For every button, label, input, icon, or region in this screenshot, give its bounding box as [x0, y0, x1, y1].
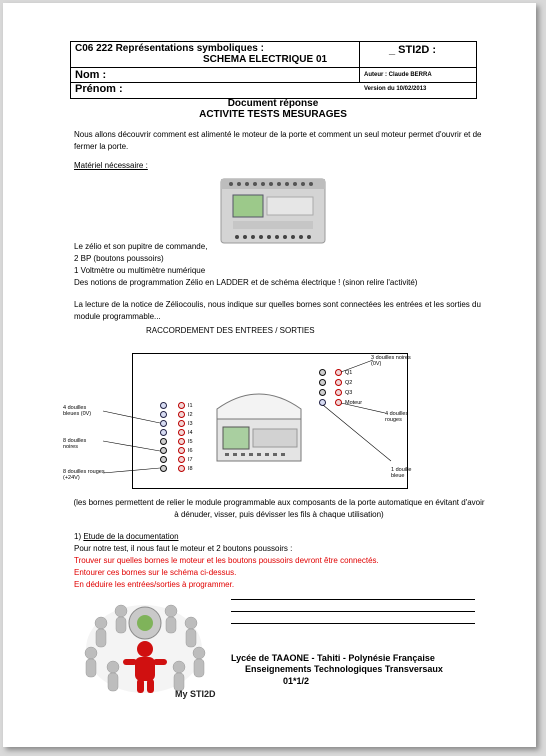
input-label-i3: I3 [188, 421, 193, 427]
callout-black: 8 douilles noires [63, 438, 87, 450]
footer-page: 01*1/2 [283, 676, 310, 686]
output-label-moteur: Moteur [345, 400, 363, 406]
list-item: 2 BP (boutons poussoirs) [74, 254, 164, 263]
etude-line: Pour notre test, il nous faut le moteur et 2 boutons poussoirs : [74, 544, 293, 553]
answer-line[interactable] [231, 611, 475, 612]
callout-blue: 4 douilles bleues (0V) [63, 405, 92, 417]
output-label-q1: Q1 [345, 370, 353, 376]
logo-text: My STI2D [175, 689, 216, 699]
doc-title: Document réponse [227, 98, 319, 109]
class-label: _ STI2D : [389, 44, 437, 56]
callout-outputs-black: 3 douilles noires (0V) [371, 355, 411, 367]
answer-line[interactable] [231, 599, 475, 600]
input-label-i5: I5 [188, 439, 193, 445]
note-paragraph: (les bornes permettent de relier le module programmable aux composants de la porte automatique en évitant d'avoir à dénuder, visser, puis dévisser les fils à chaque utilisation) [73, 498, 485, 519]
question-2: Entourer ces bornes sur le schéma ci-dessus. [74, 568, 237, 577]
footer-school: Lycée de TAAONE - Tahiti - Polynésie Française [231, 653, 435, 663]
wiring-diagram [63, 343, 483, 493]
input-label-i1: I1 [188, 403, 193, 409]
callout-outputs-blue: 1 douille bleue [391, 467, 412, 479]
version-label: Version du 10/02/2013 [364, 86, 427, 92]
footer-department: Enseignements Technologiques Transversaux [245, 664, 443, 674]
doc-subtitle: ACTIVITE TESTS MESURAGES [199, 109, 347, 120]
output-label-q3: Q3 [345, 390, 353, 396]
input-label-i6: I6 [188, 448, 193, 454]
input-label-i7: I7 [188, 457, 193, 463]
callout-red-inputs: 8 douilles rouges (+24V) [63, 469, 105, 481]
diagram-caption: RACCORDEMENT DES ENTREES / SORTIES [146, 326, 315, 335]
output-label-q2: Q2 [345, 380, 353, 386]
course-title: C06 222 Représentations symboliques : [75, 43, 264, 54]
author-label: Auteur : Claude BERRA [364, 72, 432, 78]
etude-heading: 1) Etude de la documentation [74, 532, 179, 541]
document-page [3, 3, 536, 747]
nom-field[interactable]: Nom : [75, 69, 107, 81]
subject-title: SCHEMA ELECTRIQUE 01 [203, 54, 328, 65]
list-item: Des notions de programmation Zélio en LADDER et de schéma électrique ! (sinon relire l'activité) [74, 278, 418, 287]
question-1: Trouver sur quelles bornes le moteur et les boutons poussoirs devront être connectés. [74, 556, 379, 565]
materiel-list [74, 241, 417, 289]
answer-line[interactable] [231, 623, 475, 624]
sti2d-logo [71, 593, 217, 705]
list-item: Le zélio et son pupitre de commande, [74, 242, 208, 251]
input-label-i2: I2 [188, 412, 193, 418]
input-label-i4: I4 [188, 430, 193, 436]
input-label-i8: I8 [188, 466, 193, 472]
etude-section [74, 531, 379, 591]
question-3: En déduire les entrées/sorties à programmer. [74, 580, 235, 589]
header-table [70, 41, 477, 99]
list-item: 1 Voltmètre ou multimètre numérique [74, 266, 206, 275]
prenom-field[interactable]: Prénom : [75, 83, 123, 95]
lecture-paragraph: La lecture de la notice de Zéliocoulis, nous indique sur quelles bornes sont connectées les entrées et les sorties du module programmable... [74, 300, 481, 321]
zelio-module-image [219, 175, 327, 247]
materiel-heading: Matériel nécessaire : [74, 161, 148, 170]
callout-outputs-red: 4 douilles rouges [385, 411, 409, 423]
intro-paragraph: Nous allons découvrir comment est alimenté le moteur de la porte et comment un seul moteur permet d'ouvrir et de fermer la porte. [74, 130, 482, 151]
